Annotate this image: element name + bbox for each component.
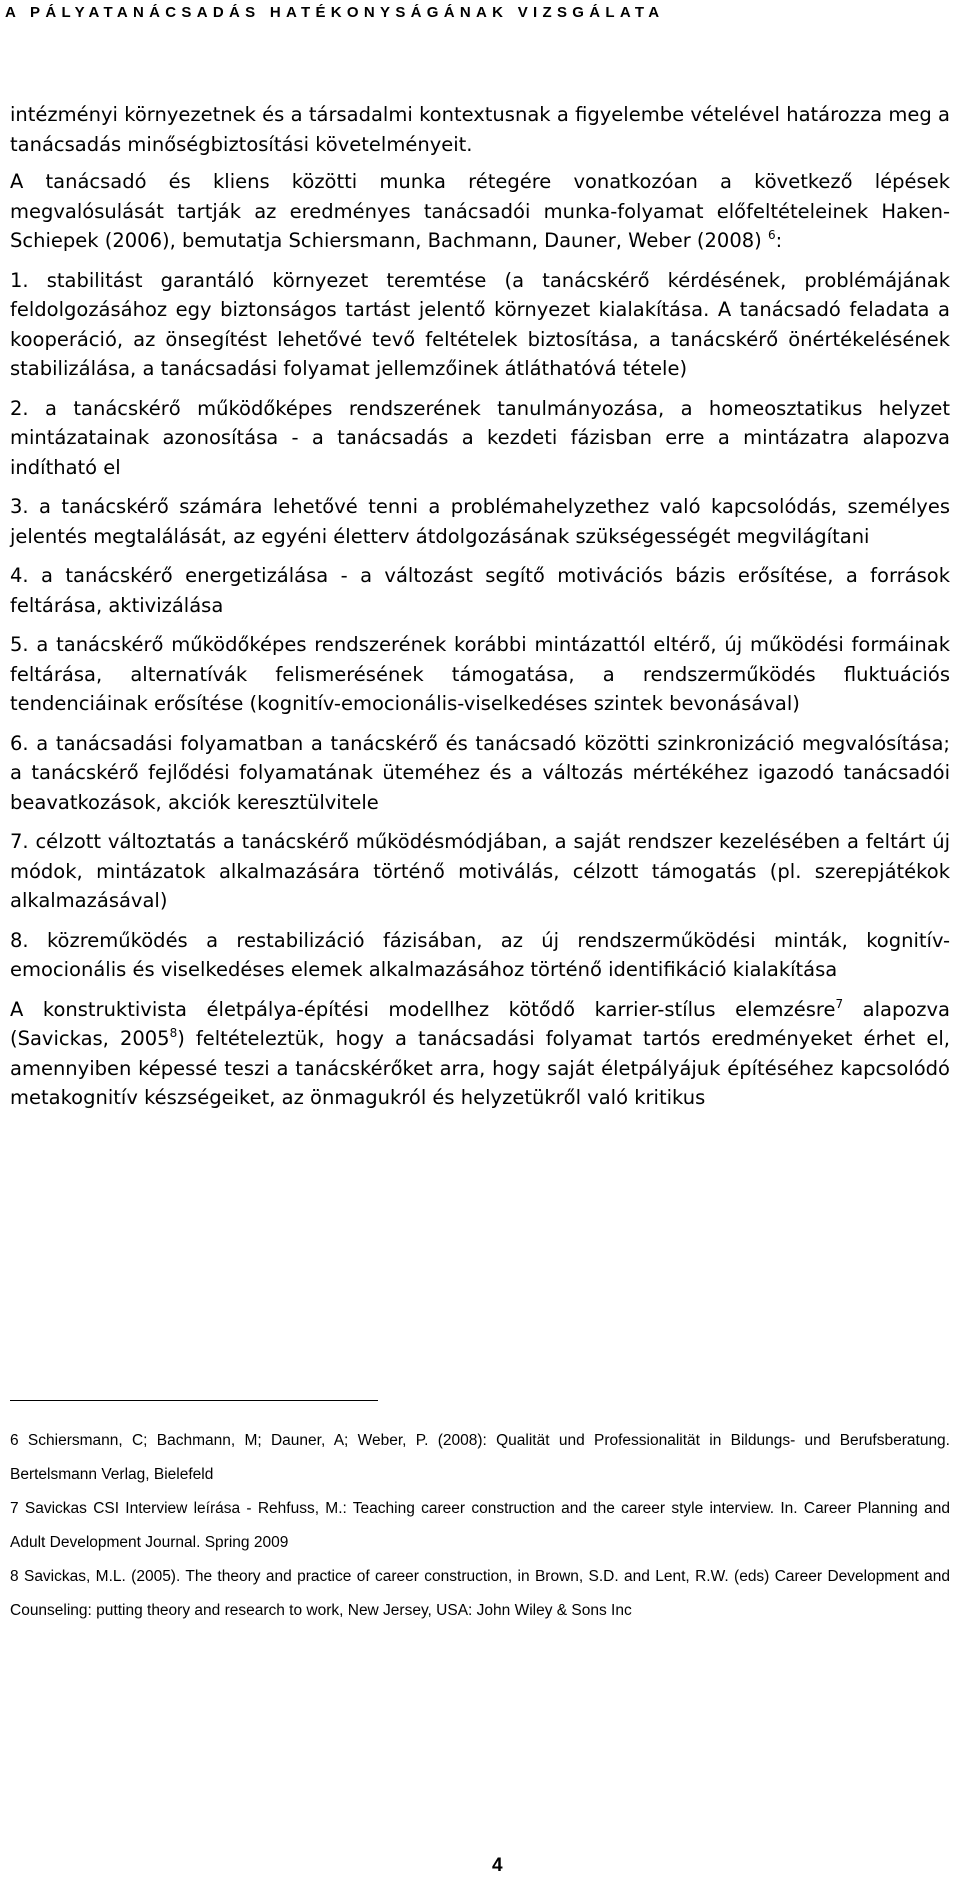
footnote-separator [10,1400,378,1401]
footnote-7: 7 Savickas CSI Interview leírása - Rehfuss, M.: Teaching career construction and the career style interview. In. Career Planning and Adult Development Journal. Spring 2009 [10,1500,950,1551]
list-item-5: 5. a tanácskérő működőképes rendszerének korábbi mintázattól eltérő, új működési formáinak feltárása, alternatívák felismerésének támogatása, a rendszerműködés fluktuációs tendenciáinak erősítése (kognitív-emocionális-viselkedéses szintek bevonásával) [10,633,950,715]
footnote-8: 8 Savickas, M.L. (2005). The theory and practice of career construction, in Brown, S.D. and Lent, R.W. (eds) Career Development and Counseling: putting theory and research to work, New Jersey, USA: John Wiley & Sons Inc [10,1568,950,1619]
paragraph-text-b: alapozva (Savickas, 2005 [10,997,950,1050]
body-text [10,100,950,1123]
paragraph-text-c: ) feltételeztük, hogy a tanácsadási folyamat tartós eredményeket érhet el, amennyiben képessé teszi a tanácskérőket arra, hogy saját életpályájuk építéséhez kapcsolódó metakognitív készségeiket, az önmagukról és helyzetükről való kritikus [10,1027,950,1109]
footnote-6: 6 Schiersmann, C; Bachmann, M; Dauner, A; Weber, P. (2008): Qualität und Professionalität in Bildungs- und Berufsberatung. Bertelsmann Verlag, Bielefeld [10,1432,950,1483]
footnote-ref-8[interactable]: 8 [169,1026,178,1040]
paragraph-intro: intézményi környezetnek és a társadalmi kontextusnak a figyelembe vételével határozza meg a tanácsadás minőségbiztosítási követelményeit. [10,103,950,156]
list-item-4: 4. a tanácskérő energetizálása - a változást segítő motivációs bázis erősítése, a források feltárása, aktivizálása [10,564,950,617]
page-number: 4 [492,1855,503,1876]
paragraph-text: A tanácsadó és kliens közötti munka rétegére vonatkozóan a következő lépések megvalósulását tartják az eredményes tanácsadói munka-folyamat előfeltételeinek Haken-Schiepek (2006), bemutatja Schiersmann, Bachmann, Dauner, Weber (2008) [10,170,950,252]
footnote-ref-7[interactable]: 7 [835,996,844,1011]
paragraph-colon: : [775,229,783,252]
paragraph-constructivist [10,995,950,1113]
list-item-1: 1. stabilitást garantáló környezet teremtése (a tanácskérő kérdésének, problémájának feldolgozásához egy biztonságos tartást jelentő környezet kialakítása. A tanácsadó feladata a kooperáció, az önsegítést lehetővé tevő feltételek biztosítása, a tanácskérő önértékelésének stabilizálása, a tanácsadási folyamat jellemzőinek átláthatóvá tétele) [10,268,950,380]
list-item-7: 7. célzott változtatás a tanácskérő működésmódjában, a saját rendszer kezelésében a feltárt új módok, mintázatok alkalmazására történő motiválás, célzott támogatás (pl. szerepjátékok alkalmazásával) [10,830,950,912]
footnote-ref-6[interactable]: 6 [767,228,776,242]
paragraph-text-a: A konstruktivista életpálya-építési modellhez kötődő karrier-stílus elemzésre [10,997,836,1021]
running-header: A PÁLYATANÁCSADÁS HATÉKONYSÁGÁNAK VIZSGÁLATA [5,4,665,21]
paragraph-steps-intro [10,167,950,256]
list-item-6: 6. a tanácsadási folyamatban a tanácskérő és tanácsadó közötti szinkronizáció megvalósítása; a tanácskérő fejlődési folyamatának üteméhez és a változás mértékéhez igazodó tanácsadói beavatkozások, akciók keresztülvitele [10,731,950,814]
list-item-2: 2. a tanácskérő működőképes rendszerének tanulmányozása, a homeosztatikus helyzet mintázatainak azonosítása - a tanácsadás a kezdeti fázisban erre a mintázatra alapozva indítható el [10,396,950,479]
list-item-3: 3. a tanácskérő számára lehetővé tenni a problémahelyzethez való kapcsolódás, személyes jelentés megtalálását, az egyéni életterv átdolgozásának szükségességét megvilágítani [10,495,950,548]
list-item-8: 8. közreműködés a restabilizáció fázisában, az új rendszerműködési minták, kognitív-emocionális és viselkedéses elemek alkalmazásához történő identifikáció kialakítása [10,928,950,981]
footnotes [10,1424,950,1628]
